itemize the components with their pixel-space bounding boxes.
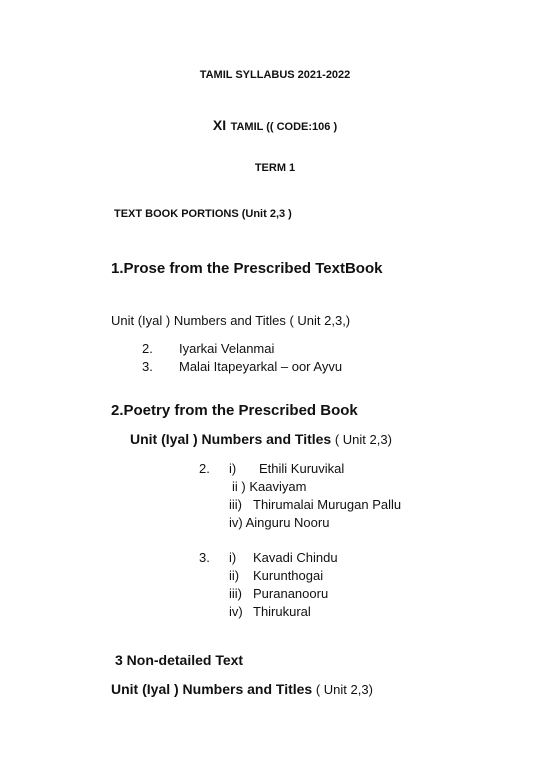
prose-item-title: Iyarkai Velanmai [179, 341, 275, 356]
poetry-item-title: Kavadi Chindu [253, 550, 338, 565]
poetry-item [229, 586, 328, 601]
poetry-item [229, 550, 338, 565]
prose-item [142, 359, 342, 374]
poetry-unit-label: Unit (Iyal ) Numbers and Titles [130, 431, 332, 447]
poetry-item-index: iii) [229, 497, 242, 512]
poetry-item-title: Kurunthogai [253, 568, 324, 583]
class-code-line [0, 117, 550, 135]
prose-unit-line: Unit (Iyal ) Numbers and Titles ( Unit 2,3,) [111, 313, 351, 328]
prose-item-number: 3. [142, 359, 153, 374]
prose-heading: 1.Prose from the Prescribed TextBook [111, 260, 383, 277]
poetry-item [229, 604, 311, 619]
poetry-unit-line [130, 431, 392, 447]
non-detailed-unit-line [111, 681, 373, 697]
poetry-item-title: Ethili Kuruvikal [259, 461, 345, 476]
prose-item [142, 341, 274, 356]
term-label: TERM 1 [254, 162, 296, 174]
poetry-item-index: ii ) [232, 479, 246, 494]
poetry-item-title: Purananooru [253, 586, 329, 601]
poetry-item-index: i) [229, 461, 237, 476]
poetry-unit-range: ( Unit 2,3) [331, 432, 392, 447]
poetry-item [229, 497, 401, 512]
prose-item-title: Malai Itapeyarkal – oor Ayvu [179, 359, 343, 374]
non-detailed-unit-range: ( Unit 2,3) [312, 682, 373, 697]
poetry-item [229, 515, 329, 530]
poetry-group-number: 3. [199, 550, 210, 565]
poetry-group-number: 2. [199, 461, 210, 476]
portions-label: TEXT BOOK PORTIONS (Unit 2,3 ) [114, 208, 292, 220]
poetry-item-index: ii) [229, 568, 240, 583]
non-detailed-heading: 3 Non-detailed Text [115, 652, 244, 668]
class-name: XI [212, 117, 227, 133]
poetry-item [229, 461, 344, 476]
non-detailed-unit-label: Unit (Iyal ) Numbers and Titles [111, 681, 313, 697]
poetry-item-index: i) [229, 550, 237, 565]
document-title: TAMIL SYLLABUS 2021-2022 [199, 69, 351, 81]
poetry-item [229, 479, 306, 494]
poetry-item-title: Kaaviyam [249, 479, 307, 494]
poetry-item-index: iv) [229, 515, 243, 530]
poetry-item-title: Ainguru Nooru [245, 515, 330, 530]
poetry-item [229, 568, 323, 583]
class-code: TAMIL (( CODE:106 ) [230, 121, 338, 133]
poetry-item-index: iv) [229, 604, 243, 619]
poetry-item-index: iii) [229, 586, 242, 601]
poetry-heading: 2.Poetry from the Prescribed Book [111, 402, 358, 419]
prose-item-number: 2. [142, 341, 153, 356]
poetry-item-title: Thirumalai Murugan Pallu [253, 497, 402, 512]
poetry-item-title: Thirukural [253, 604, 311, 619]
